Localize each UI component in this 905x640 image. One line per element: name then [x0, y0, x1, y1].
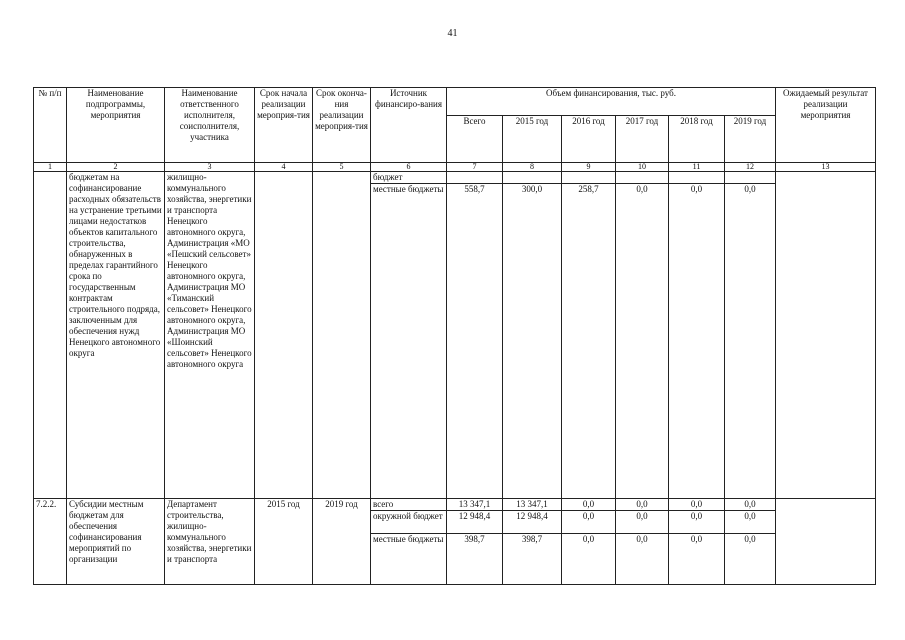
page-number: 41 [447, 28, 458, 39]
header-start: Срок начала реализации мероприя-тия [255, 88, 313, 163]
header-row-1 [34, 88, 876, 116]
col-number: 13 [776, 163, 876, 172]
table-row [34, 172, 876, 499]
col-number: 9 [562, 163, 616, 172]
header-num: № п/п [34, 88, 67, 163]
col-number: 1 [34, 163, 67, 172]
row-responsible: Департамент строительства, жилищно-коммунального хозяйства, энергетики и транспорта [165, 499, 255, 585]
row-name: Субсидии местным бюджетам для обеспечения софинансирования мероприятий по организации [67, 499, 165, 585]
value-cell: 0,0 0,0 0,0 [562, 499, 616, 585]
row-start: 2015 год [255, 499, 313, 585]
col-number: 3 [165, 163, 255, 172]
value-cell: 0,0 [669, 172, 725, 499]
source-label: бюджет [371, 172, 446, 184]
row-source [371, 172, 447, 499]
header-2019: 2019 год [725, 116, 776, 163]
value-cell: 0,0 0,0 0,0 [616, 499, 669, 585]
row-responsible: жилищно-коммунального хозяйства, энергетики и транспорта Ненецкого автономного округа, Администрация «МО «Пешский сельсовет» Ненецкого автономного округа, Администрация МО «Тиманский сельсовет» Ненецкого автономного округа, Администрация МО «Шоинский сельсовет» Ненецкого автономного округа [165, 172, 255, 499]
header-name: Наименование подпрограммы, мероприятия [67, 88, 165, 163]
row-start [255, 172, 313, 499]
value-cell: 0,0 [616, 172, 669, 499]
col-number: 10 [616, 163, 669, 172]
col-number: 8 [503, 163, 562, 172]
row-result [776, 172, 876, 499]
header-end: Срок оконча-ния реализации мероприя-тия [313, 88, 371, 163]
source-label: окружной бюджет [371, 511, 446, 534]
col-number: 2 [67, 163, 165, 172]
col-number: 11 [669, 163, 725, 172]
financing-table [33, 87, 876, 585]
header-2015: 2015 год [503, 116, 562, 163]
value-cell: 0,0 0,0 0,0 [725, 499, 776, 585]
header-result: Ожидаемый результат реализации мероприятия [776, 88, 876, 163]
value-cell: 558,7 [447, 172, 503, 499]
col-number: 6 [371, 163, 447, 172]
source-label: всего [371, 499, 446, 511]
col-number: 7 [447, 163, 503, 172]
value-cell: 300,0 [503, 172, 562, 499]
header-funding: Объем финансирования, тыс. руб. [447, 88, 776, 116]
row-end: 2019 год [313, 499, 371, 585]
value-cell: 0,0 0,0 0,0 [669, 499, 725, 585]
header-2017: 2017 год [616, 116, 669, 163]
value-cell: 258,7 [562, 172, 616, 499]
header-total: Всего [447, 116, 503, 163]
header-2018: 2018 год [669, 116, 725, 163]
table-row [34, 499, 876, 585]
col-number: 12 [725, 163, 776, 172]
col-number: 4 [255, 163, 313, 172]
header-source: Источник финансиро-вания [371, 88, 447, 163]
source-label: местные бюджеты [373, 534, 444, 544]
source-label: местные бюджеты [373, 184, 444, 194]
header-2016: 2016 год [562, 116, 616, 163]
row-source [371, 499, 447, 585]
row-name: бюджетам на софинансирование расходных обязательств на устранение третьими лицами недостатков объектов капитального строительства, обнаруженных в пределах гарантийного срока по государственным контрактам строительного подряда, заключенным для обеспечения нужд Ненецкого автономного округа [67, 172, 165, 499]
col-number: 5 [313, 163, 371, 172]
value-cell: 13 347,1 12 948,4 398,7 [447, 499, 503, 585]
row-num: 7.2.2. [34, 499, 67, 585]
row-num [34, 172, 67, 499]
row-result [776, 499, 876, 585]
column-numbers-row [34, 163, 876, 172]
value-cell: 0,0 [725, 172, 776, 499]
value-cell: 13 347,1 12 948,4 398,7 [503, 499, 562, 585]
row-end [313, 172, 371, 499]
header-responsible: Наименование ответственного исполнителя, соисполнителя, участника [165, 88, 255, 163]
